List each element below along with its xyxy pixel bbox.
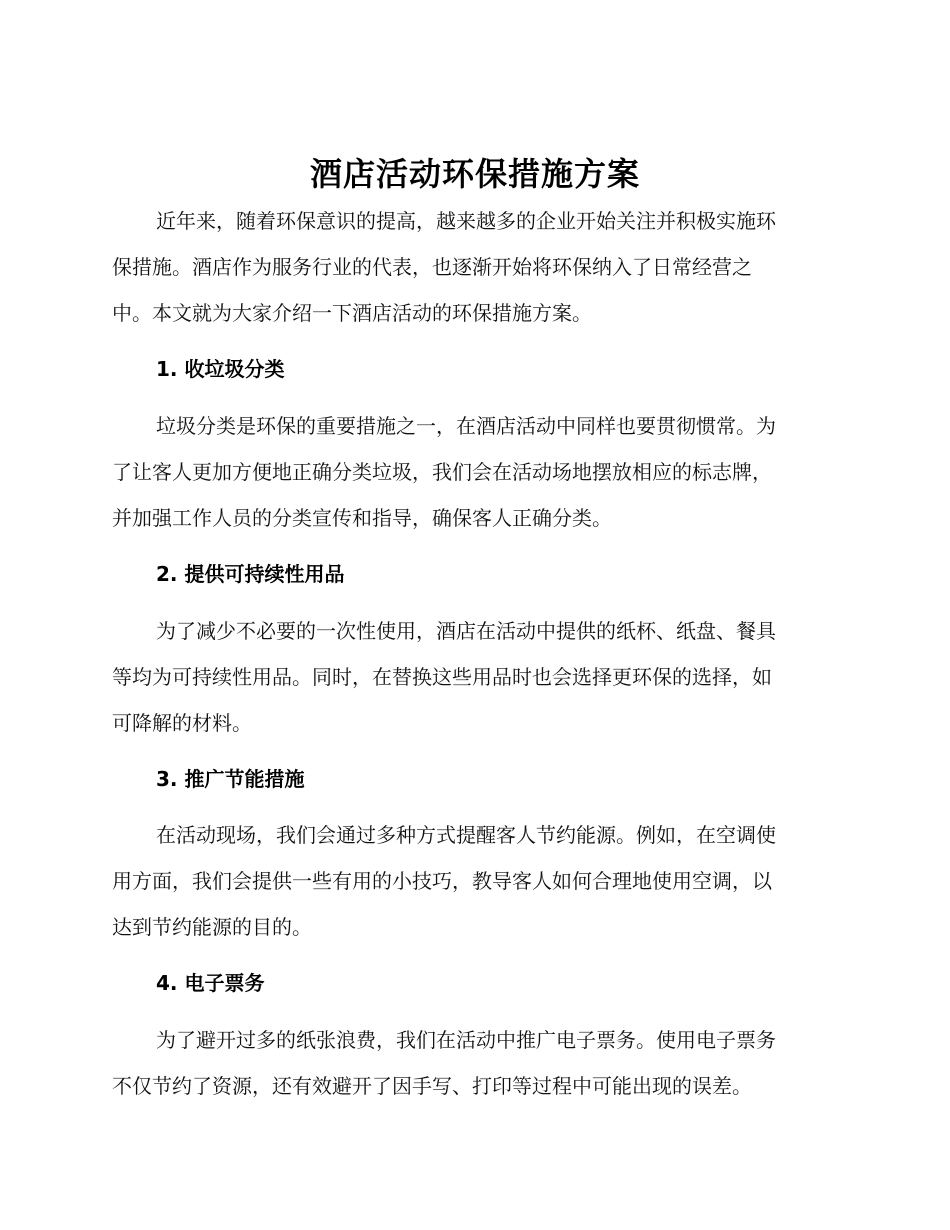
- document-title: 酒店活动环保措施方案: [309, 155, 640, 193]
- paragraph-line: 在活动现场，我们会通过多种方式提醒客人节约能源。例如，在空调使: [156, 823, 776, 847]
- paragraph-line: 保措施。酒店作为服务行业的代表，也逐渐开始将环保纳入了日常经营之: [112, 255, 752, 279]
- paragraph-line: 垃圾分类是环保的重要措施之一，在酒店活动中同样也要贯彻惯常。为: [156, 414, 776, 438]
- section-paragraph-4: [112, 1017, 832, 1109]
- section-heading-4: 4. 电子票务: [156, 971, 265, 995]
- paragraph-line: 等均为可持续性用品。同时，在替换这些用品时也会选择更环保的选择，如: [112, 665, 772, 689]
- paragraph-line: 达到节约能源的目的。: [112, 915, 312, 939]
- paragraph-line: 为了减少不必要的一次性使用，酒店在活动中提供的纸杯、纸盘、餐具: [156, 619, 776, 643]
- section-heading-1: 1. 收垃圾分类: [156, 357, 285, 381]
- paragraph-line: 近年来，随着环保意识的提高，越来越多的企业开始关注并积极实施环: [156, 209, 776, 233]
- paragraph-line: 可降解的材料。: [112, 711, 252, 735]
- paragraph-line: 了让客人更加方便地正确分类垃圾，我们会在活动场地摆放相应的标志牌，: [112, 460, 772, 484]
- paragraph-line: 并加强工作人员的分类宣传和指导，确保客人正确分类。: [112, 506, 612, 530]
- section-paragraph-3: [112, 812, 832, 950]
- intro-paragraph: [112, 198, 832, 336]
- paragraph-line: 为了避开过多的纸张浪费，我们在活动中推广电子票务。使用电子票务: [156, 1028, 776, 1052]
- paragraph-line: 不仅节约了资源，还有效避开了因手写、打印等过程中可能出现的误差。: [112, 1074, 752, 1098]
- section-paragraph-2: [112, 608, 832, 746]
- section-heading-2: 2. 提供可持续性用品: [156, 562, 345, 586]
- paragraph-line: 中。本文就为大家介绍一下酒店活动的环保措施方案。: [112, 301, 592, 325]
- paragraph-line: 用方面，我们会提供一些有用的小技巧，教导客人如何合理地使用空调，以: [112, 869, 772, 893]
- section-heading-3: 3. 推广节能措施: [156, 767, 305, 791]
- section-paragraph-1: [112, 403, 832, 541]
